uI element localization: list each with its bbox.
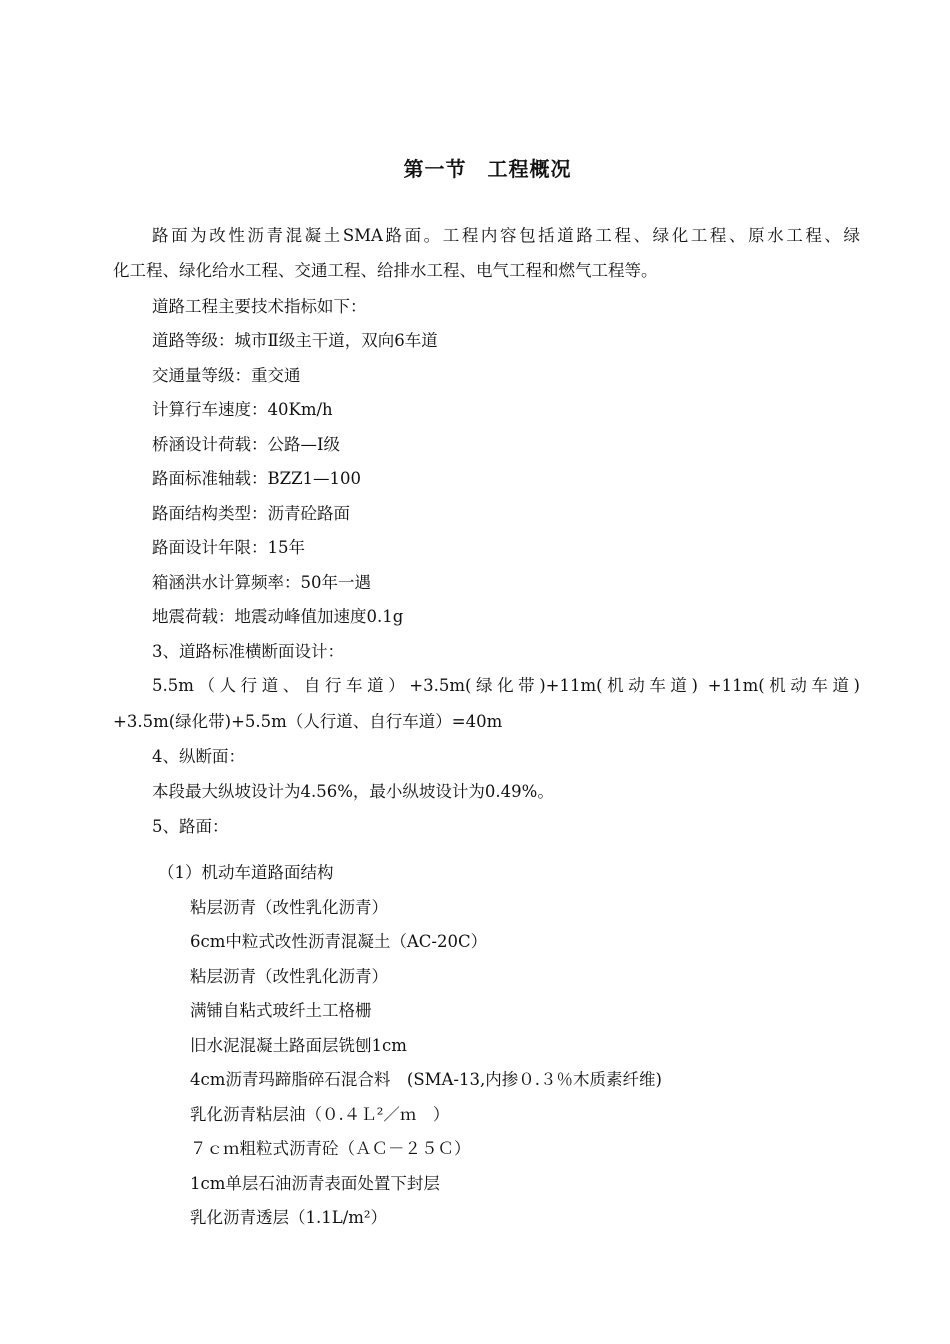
indicator-bridge-load: 桥涵设计荷载：公路—Ⅰ级: [152, 435, 341, 454]
indicator-road-grade: 道路等级：城市Ⅱ级主干道，双向6车道: [152, 331, 438, 350]
indicator-flood-frequency: 箱涵洪水计算频率：50年一遇: [152, 573, 371, 592]
longitudinal-grade-text: 本段最大纵坡设计为4.56%，最小纵坡设计为0.49%。: [152, 782, 554, 801]
indicators-heading: 道路工程主要技术指标如下：: [152, 297, 367, 316]
pavement-layer-item: 旧水泥混凝土路面层铣刨1cm: [190, 1036, 407, 1055]
cross-section-line-2: +3.5m(绿化带)+5.5m（人行道、自行车道）=40m: [113, 712, 503, 731]
intro-paragraph-line-1: 路面为改性沥青混凝土SMA路面。工程内容包括道路工程、绿化工程、原水工程、绿: [152, 226, 860, 245]
indicator-axle-load: 路面标准轴载：BZZ1—100: [152, 469, 362, 488]
pavement-layer-item: 乳化沥青粘层油（０.４Ｌ²／ｍ ）: [190, 1105, 450, 1124]
indicator-design-life: 路面设计年限：15年: [152, 538, 305, 557]
pavement-layer-item: 4cm沥青玛蹄脂碎石混合料 (SMA-13,内掺０.３％木质素纤维): [190, 1070, 662, 1089]
pavement-layer-item: 满铺自粘式玻纤土工格栅: [190, 1001, 372, 1020]
indicator-traffic-grade: 交通量等级：重交通: [152, 366, 301, 385]
pavement-layer-item: 粘层沥青（改性乳化沥青）: [190, 898, 388, 917]
cross-section-line-1: 5.5m（人行道、自行车道）+3.5m(绿化带)+11m(机动车道) +11m(机动车道): [152, 676, 860, 695]
pavement-layer-item: ７ｃｍ粗粒式沥青砼（ＡＣ－２５Ｃ）: [190, 1139, 471, 1158]
pavement-layer-item: 粘层沥青（改性乳化沥青）: [190, 967, 388, 986]
indicator-design-speed: 计算行车速度：40Km/h: [152, 400, 333, 419]
pavement-layer-item: 1cm单层石油沥青表面处置下封层: [190, 1174, 440, 1193]
intro-paragraph-line-2: 化工程、绿化给水工程、交通工程、给排水工程、电气工程和燃气工程等。: [113, 261, 658, 280]
subsection-1-heading: （1）机动车道路面结构: [158, 863, 334, 882]
indicator-seismic-load: 地震荷载：地震动峰值加速度0.1g: [152, 607, 404, 626]
section-title: 第一节 工程概况: [403, 157, 572, 181]
section-3-heading: 3、道路标准横断面设计：: [152, 642, 344, 661]
section-5-heading: 5、路面：: [152, 817, 229, 836]
pavement-layer-item: 乳化沥青透层（1.1L/m²）: [190, 1208, 388, 1227]
indicator-pavement-type: 路面结构类型：沥青砼路面: [152, 504, 350, 523]
section-4-heading: 4、纵断面：: [152, 747, 245, 766]
pavement-layer-item: 6cm中粒式改性沥青混凝土（AC-20C）: [190, 932, 488, 951]
